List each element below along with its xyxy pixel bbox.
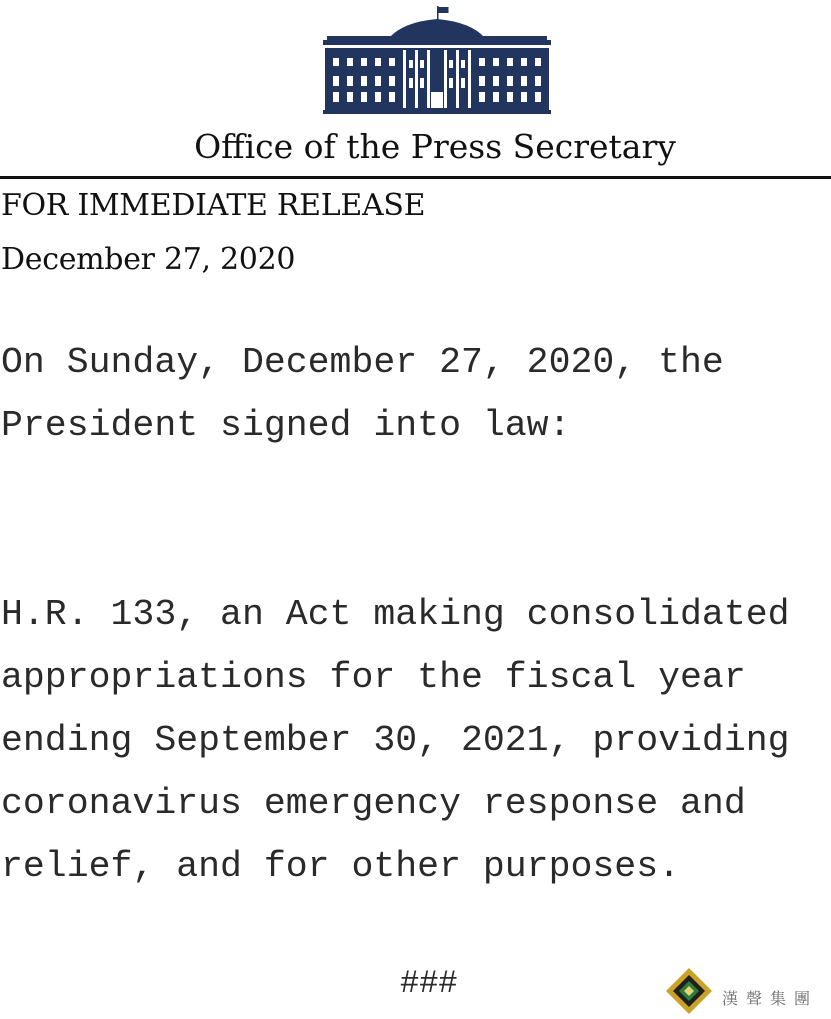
diamond-logo-icon: [664, 966, 714, 1016]
statement-intro-line: On Sunday, December 27, 2020, the: [1, 342, 724, 383]
watermark: [664, 964, 831, 1016]
statement-body-line: appropriations for the fiscal year: [1, 657, 746, 698]
watermark-text: 漢聲集團: [722, 989, 819, 1008]
statement-intro: [1, 331, 724, 457]
white-house-icon: [323, 6, 551, 114]
end-mark: ###: [400, 965, 458, 1002]
release-date: December 27, 2020: [1, 242, 296, 277]
statement-body-line: relief, and for other purposes.: [1, 846, 681, 887]
statement-body: [1, 583, 790, 898]
office-title: Office of the Press Secretary: [194, 127, 676, 166]
release-label: FOR IMMEDIATE RELEASE: [1, 188, 426, 223]
header-divider: [0, 176, 831, 179]
statement-body-line: H.R. 133, an Act making consolidated: [1, 594, 790, 635]
statement-body-line: coronavirus emergency response and: [1, 783, 746, 824]
statement-intro-line: President signed into law:: [1, 405, 571, 446]
statement-body-line: ending September 30, 2021, providing: [1, 720, 790, 761]
